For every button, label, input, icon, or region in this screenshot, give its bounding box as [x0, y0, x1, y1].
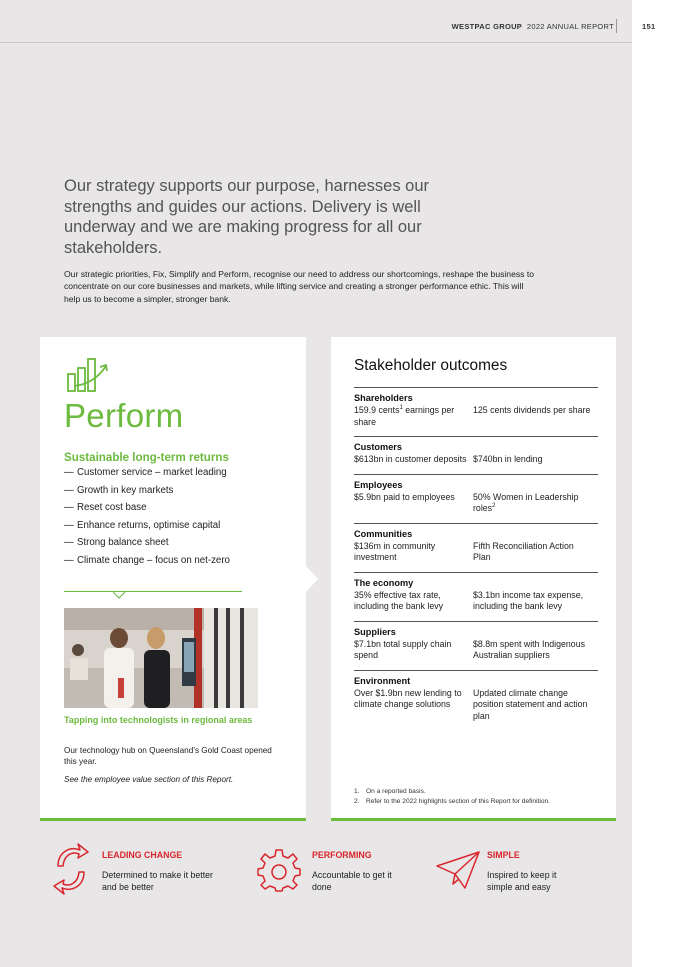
- outcome-b-text: 50% Women in Leadership roles: [473, 491, 579, 513]
- outcome-b: Fifth Reconciliation Action Plan: [473, 540, 574, 562]
- perform-item-text: Strong balance sheet: [77, 537, 169, 549]
- outcome-b: [473, 405, 592, 428]
- outcome-a-text: 159.9 cents: [354, 405, 400, 415]
- outcome-a-rest: earnings per share: [354, 405, 455, 427]
- perform-list-item: [64, 555, 230, 573]
- stakeholder-row: [354, 670, 598, 731]
- perform-item-text: Customer service – market leading: [77, 467, 227, 478]
- perform-list: [64, 467, 230, 573]
- perform-item-text: Climate change – focus on net-zero: [77, 554, 230, 566]
- dash-glyph: —: [64, 467, 74, 478]
- value-text: Accountable to get it done: [312, 870, 392, 892]
- stakeholder-group-name: Customers: [354, 442, 402, 452]
- stakeholder-row: [354, 621, 598, 670]
- outcome-a: $136m in community investment: [354, 540, 436, 562]
- page-header: [0, 22, 680, 36]
- story-body: Our technology hub on Queensland’s Gold Coast opened this year.: [64, 746, 272, 766]
- intro-paragraph: Our strategic priorities, Fix, Simplify and Perform, recognise our need to address our shortcomings, reshape the business to concentrate on our core businesses and markets, while lifting service and creating a stronger performance ethic. This will help us to become a simpler, stronger bank.: [64, 269, 535, 304]
- card-pointer: [306, 566, 318, 592]
- header-title: [452, 22, 614, 31]
- page-side-strip: [632, 0, 680, 967]
- perform-item-text: Enhance returns, optimise capital: [77, 519, 221, 531]
- perform-list-item: [64, 467, 230, 485]
- stakeholder-group-name: Shareholders: [354, 393, 413, 403]
- header-org: WESTPAC GROUP: [451, 22, 523, 31]
- outcome-a: $5.9bn paid to employees: [354, 491, 455, 502]
- cycle-arrows-icon: [52, 840, 90, 896]
- perform-list-item: [64, 485, 230, 503]
- footnote-marker: 2: [492, 503, 496, 510]
- growth-chart-icon: [66, 354, 116, 394]
- perform-list-item: [64, 520, 230, 538]
- stakeholder-row: [354, 387, 598, 436]
- header-rule: [0, 42, 632, 43]
- perform-subtitle: Sustainable long-term returns: [64, 451, 229, 464]
- page-number: 151: [642, 22, 656, 31]
- dash-glyph: —: [64, 519, 74, 531]
- outcome-b: [473, 492, 592, 515]
- gear-icon: [257, 848, 301, 892]
- value-text: Inspired to keep it simple and easy: [487, 870, 557, 892]
- dash-glyph: —: [64, 537, 74, 549]
- value-title: LEADING CHANGE: [102, 850, 183, 860]
- header-separator: [616, 19, 617, 33]
- footnote-number: 1.: [354, 788, 360, 795]
- stakeholder-card: [331, 337, 616, 821]
- footnote: [354, 797, 550, 807]
- intro-statement: Our strategy supports our purpose, harnesses our strengths and guides our actions. Delivery is well underway and we are making progress for all our stakeholders.: [64, 177, 430, 257]
- stakeholder-group-name: Employees: [354, 479, 403, 490]
- stakeholder-row: [354, 572, 598, 621]
- value-title: SIMPLE: [487, 850, 520, 860]
- outcome-a: $7.1bn total supply chain spend: [354, 638, 452, 660]
- stakeholder-table: [354, 387, 598, 730]
- dash-glyph: —: [64, 502, 74, 514]
- stakeholder-group-name: Communities: [354, 528, 413, 539]
- perform-list-item: [64, 537, 230, 555]
- stakeholder-group-name: Suppliers: [354, 626, 396, 637]
- outcome-b: $8.8m spent with Indigenous Australian suppliers: [473, 638, 585, 660]
- footnote-marker: 1: [399, 405, 403, 412]
- value-text: Determined to make it better and be better: [102, 870, 213, 892]
- outcome-b: $3.1bn income tax expense, including the bank levy: [473, 589, 584, 611]
- chevron-down-icon: [113, 592, 125, 599]
- outcome-b: $740bn in lending: [473, 454, 543, 464]
- outcome-a: 35% effective tax rate, including the bank levy: [354, 589, 444, 611]
- perform-card: [40, 337, 306, 821]
- dash-glyph: —: [64, 554, 74, 566]
- outcome-a: Over $1.9bn new lending to climate change solutions: [354, 687, 462, 709]
- stakeholder-row: [354, 523, 598, 572]
- stakeholder-group-name: The economy: [354, 577, 414, 588]
- perform-item-text: Growth in key markets: [77, 484, 174, 496]
- perform-item-text: Reset cost base: [77, 502, 147, 514]
- stakeholder-row: [354, 436, 598, 474]
- footnote-number: 2.: [354, 798, 360, 806]
- footnote-text: Refer to the 2022 highlights section of this Report for definition.: [366, 798, 551, 806]
- story-title: Tapping into technologists in regional areas: [64, 715, 253, 725]
- story-reference: See the employee value section of this Report.: [64, 775, 234, 784]
- outcome-a: [354, 405, 473, 428]
- perform-heading: Perform: [64, 397, 184, 434]
- outcome-b: Updated climate change position statement and action plan: [473, 687, 588, 721]
- outcome-b-text: 125 cents dividends per share: [473, 405, 591, 415]
- paper-plane-icon: [435, 850, 481, 890]
- green-divider: [64, 591, 242, 592]
- footnote-text: On a reported basis.: [366, 788, 426, 795]
- header-report: 2022 ANNUAL REPORT: [526, 22, 614, 31]
- footnote: [354, 787, 550, 797]
- perform-list-item: [64, 502, 230, 520]
- dash-glyph: —: [64, 484, 74, 496]
- stakeholder-row: [354, 474, 598, 523]
- outcome-a: $613bn in customer deposits: [354, 454, 467, 464]
- office-photo: [64, 608, 258, 708]
- stakeholder-heading: Stakeholder outcomes: [354, 357, 508, 374]
- value-title: PERFORMING: [312, 850, 372, 860]
- stakeholder-group-name: Environment: [354, 675, 411, 686]
- footnotes: [354, 787, 550, 808]
